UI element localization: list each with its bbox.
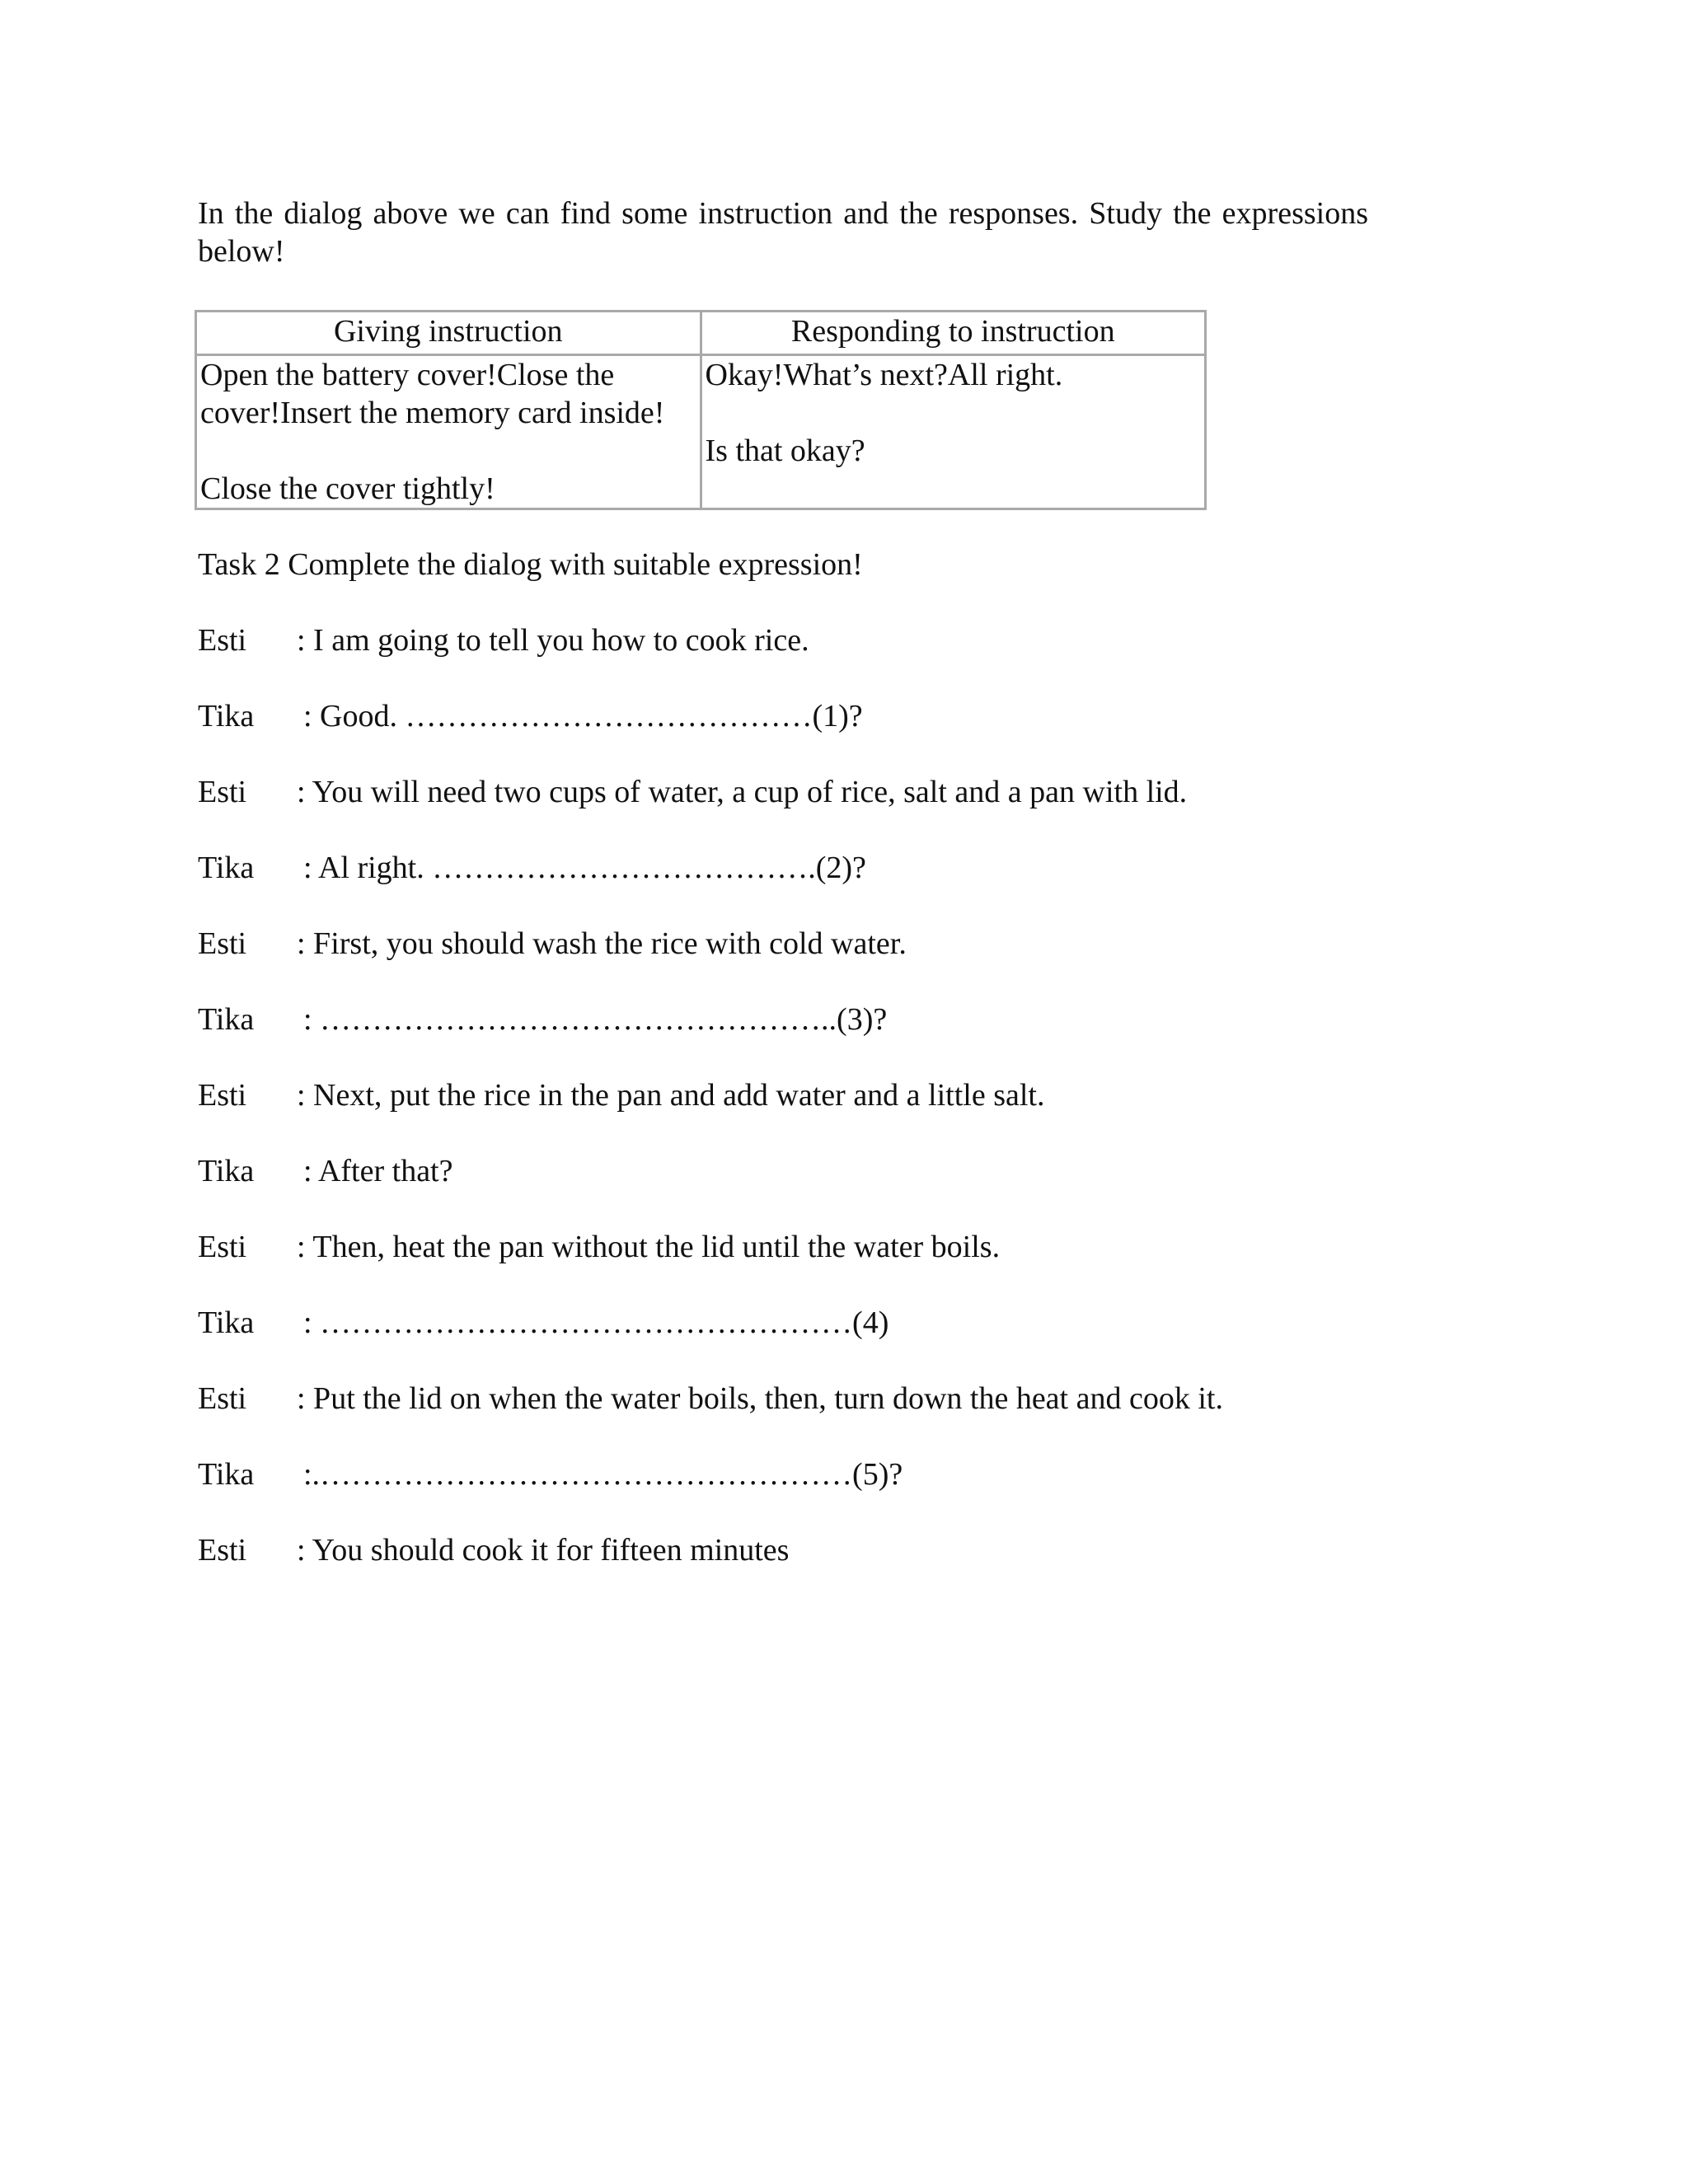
dialog-line-blank: : Al right. ……………………………….(2)? <box>303 851 866 885</box>
dialog-line-blank: :.……………………………………………(5)? <box>303 1457 903 1492</box>
speaker-name: Esti <box>198 775 247 809</box>
responding-line: Is that okay? <box>705 434 865 468</box>
speaker-name: Esti <box>198 926 247 961</box>
giving-instruction-cell <box>196 355 701 509</box>
giving-line: cover!Insert the memory card inside! <box>200 396 665 430</box>
dialog-turn <box>198 925 1599 1001</box>
dialog-line: : You should cook it for fifteen minutes <box>297 1533 790 1568</box>
speaker-name: Esti <box>198 1381 247 1416</box>
cell-spacer <box>200 432 696 470</box>
header-responding-instruction: Responding to instruction <box>701 312 1206 355</box>
table-row <box>196 355 1206 509</box>
speaker-name: Esti <box>198 1230 247 1264</box>
table-header-row <box>196 312 1206 355</box>
dialog-turn <box>198 1531 1599 1607</box>
speaker-name: Tika <box>198 1002 255 1037</box>
speaker-name: Esti <box>198 623 247 658</box>
speaker-name: Tika <box>198 1154 255 1188</box>
dialog-line: : Put the lid on when the water boils, then, turn down the heat and cook it. <box>297 1381 1223 1416</box>
speaker-name: Tika <box>198 1305 255 1340</box>
dialog <box>198 621 1599 1607</box>
dialog-line: : I am going to tell you how to cook rice. <box>297 623 809 658</box>
dialog-turn <box>198 1455 1599 1531</box>
dialog-turn <box>198 697 1599 773</box>
dialog-line: : You will need two cups of water, a cup of rice, salt and a pan with lid. <box>297 775 1188 809</box>
task-title: Task 2 Complete the dialog with suitable expression! <box>198 547 863 582</box>
dialog-turn <box>198 1304 1599 1380</box>
speaker-name: Tika <box>198 1457 255 1492</box>
responding-instruction-cell <box>701 355 1206 509</box>
speaker-name: Esti <box>198 1078 247 1113</box>
cell-spacer <box>706 394 1202 432</box>
dialog-turn <box>198 849 1599 925</box>
dialog-turn <box>198 1001 1599 1076</box>
dialog-line: : Next, put the rice in the pan and add water and a little salt. <box>297 1078 1045 1113</box>
dialog-turn <box>198 1380 1599 1455</box>
dialog-line: : Then, heat the pan without the lid until the water boils. <box>297 1230 1001 1264</box>
dialog-line-blank: : Good. …………………………………(1)? <box>303 699 863 733</box>
speaker-name: Tika <box>198 851 255 885</box>
expressions-table <box>195 310 1207 510</box>
dialog-line-blank: : ……………………………………………(4) <box>303 1305 889 1340</box>
header-giving-instruction: Giving instruction <box>196 312 701 355</box>
responding-line: Okay!What’s next?All right. <box>705 358 1063 392</box>
dialog-line-blank: : …………………………………………..(3)? <box>303 1002 888 1037</box>
dialog-turn <box>198 621 1599 697</box>
dialog-turn <box>198 773 1599 849</box>
speaker-name: Esti <box>198 1533 247 1568</box>
dialog-line: : First, you should wash the rice with cold water. <box>297 926 907 961</box>
dialog-turn <box>198 1076 1599 1152</box>
speaker-name: Tika <box>198 699 255 733</box>
intro-paragraph: In the dialog above we can find some instruction and the responses. Study the expressions below! <box>198 196 1368 269</box>
dialog-turn <box>198 1152 1599 1228</box>
giving-line: Close the cover tightly! <box>200 471 495 506</box>
dialog-line: : After that? <box>303 1154 453 1188</box>
giving-line: Open the battery cover!Close the <box>200 358 615 392</box>
dialog-turn <box>198 1228 1599 1304</box>
